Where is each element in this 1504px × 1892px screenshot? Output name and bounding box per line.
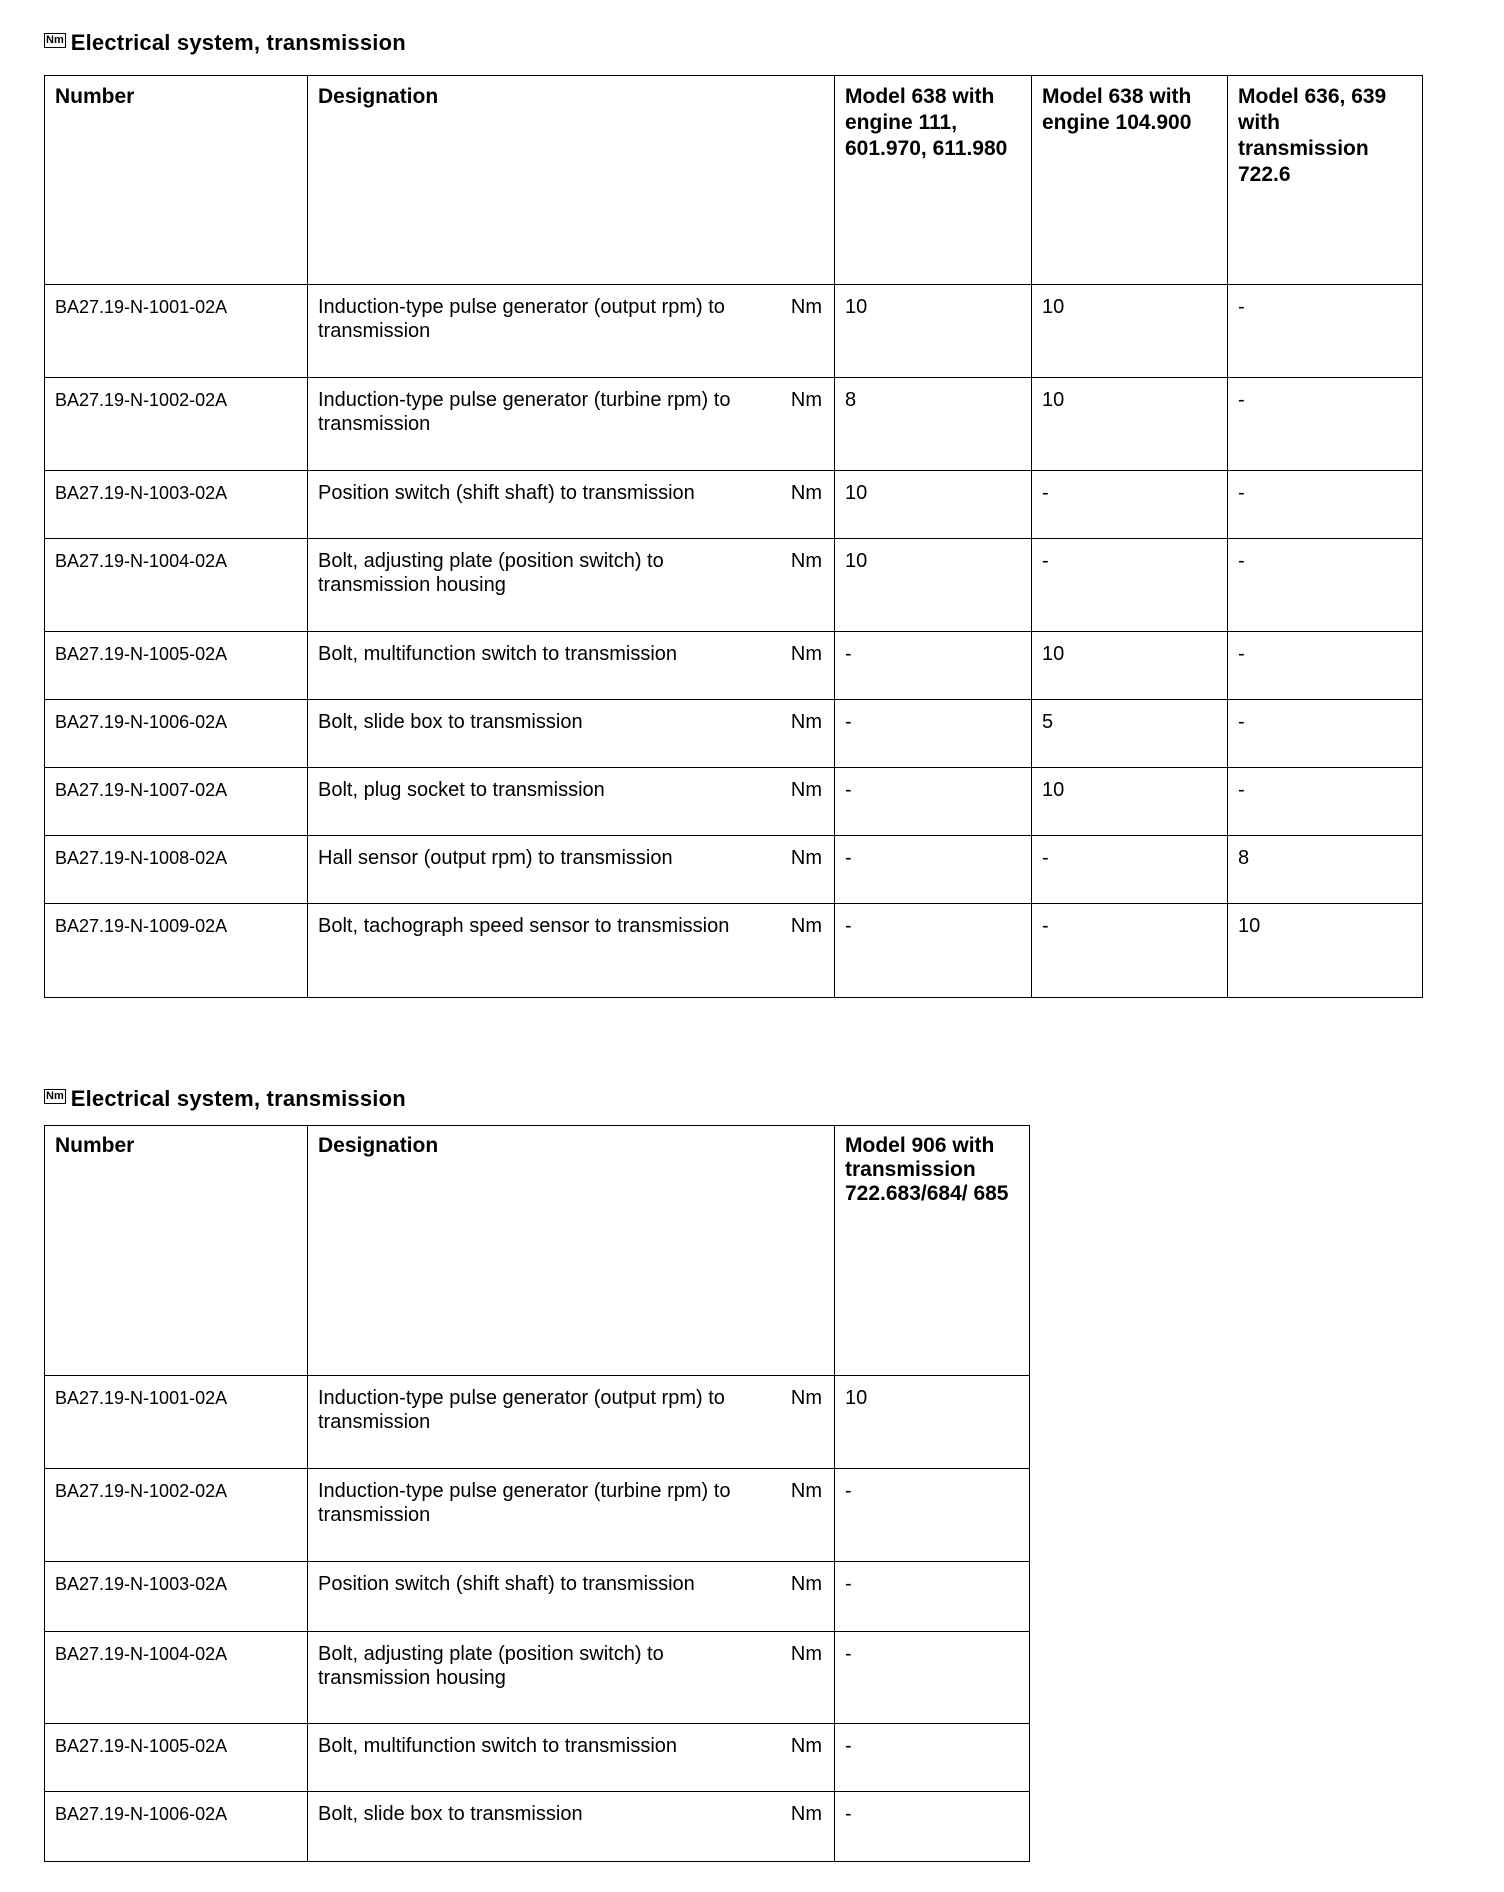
designation-text: Hall sensor (output rpm) to transmission	[318, 847, 673, 869]
cell-torque-value: 8	[1228, 836, 1423, 904]
cell-torque-value: -	[835, 1469, 1030, 1562]
cell-torque-value: 10	[835, 539, 1032, 632]
section-title-text: Electrical system, transmission	[70, 1086, 406, 1111]
torque-table-2	[44, 1125, 1030, 1862]
header-number: Number	[45, 76, 308, 285]
designation-text: Bolt, adjusting plate (position switch) to transmission housing	[318, 1643, 664, 1689]
cell-designation	[308, 1376, 835, 1469]
unit-label: Nm	[790, 847, 822, 869]
table-row	[45, 285, 1423, 378]
cell-torque-value: 10	[835, 1376, 1030, 1469]
cell-torque-value: -	[1228, 632, 1423, 700]
designation-text: Induction-type pulse generator (output rpm) to transmission	[318, 296, 725, 342]
unit-label: Nm	[790, 711, 822, 733]
header-model-638-engine-111: Model 638 with engine 111, 601.970, 611.980	[835, 76, 1032, 285]
cell-number: BA27.19-N-1002-02A	[45, 1469, 308, 1562]
cell-torque-value: -	[1032, 471, 1228, 539]
cell-torque-value: -	[1228, 378, 1423, 471]
nm-torque-icon: Nm	[46, 1089, 64, 1102]
section-title-1	[44, 28, 406, 58]
cell-designation	[308, 904, 835, 998]
designation-text: Bolt, multifunction switch to transmission	[318, 1735, 678, 1757]
designation-text: Position switch (shift shaft) to transmission	[318, 1573, 695, 1595]
cell-number: BA27.19-N-1005-02A	[45, 632, 308, 700]
cell-designation	[308, 1562, 835, 1632]
cell-number: BA27.19-N-1004-02A	[45, 539, 308, 632]
nm-torque-icon: Nm	[46, 33, 64, 46]
unit-label: Nm	[790, 779, 822, 801]
cell-torque-value: -	[835, 1562, 1030, 1632]
cell-torque-value: -	[835, 1724, 1030, 1792]
cell-torque-value: 10	[1228, 904, 1423, 998]
cell-torque-value: -	[1032, 539, 1228, 632]
cell-torque-value: -	[835, 836, 1032, 904]
unit-label: Nm	[790, 550, 822, 572]
designation-text: Induction-type pulse generator (turbine rpm) to transmission	[318, 389, 731, 435]
section-title-text: Electrical system, transmission	[70, 30, 406, 55]
table-row	[45, 1469, 1030, 1562]
cell-number: BA27.19-N-1002-02A	[45, 378, 308, 471]
cell-number: BA27.19-N-1004-02A	[45, 1632, 308, 1724]
designation-text: Bolt, tachograph speed sensor to transmission	[318, 915, 730, 937]
table-row	[45, 1724, 1030, 1792]
cell-designation	[308, 471, 835, 539]
header-model-906: Model 906 with transmission 722.683/684/ 685	[835, 1126, 1030, 1376]
cell-number: BA27.19-N-1007-02A	[45, 768, 308, 836]
cell-torque-value: -	[835, 904, 1032, 998]
table-row	[45, 768, 1423, 836]
table-row	[45, 1376, 1030, 1469]
unit-label: Nm	[790, 482, 822, 504]
unit-label: Nm	[790, 643, 822, 665]
cell-torque-value: -	[1228, 471, 1423, 539]
cell-number: BA27.19-N-1003-02A	[45, 471, 308, 539]
cell-designation	[308, 285, 835, 378]
table-row	[45, 700, 1423, 768]
unit-label: Nm	[790, 1480, 822, 1502]
cell-torque-value: 10	[1032, 632, 1228, 700]
unit-label: Nm	[790, 389, 822, 411]
torque-table-1	[44, 75, 1423, 998]
cell-designation	[308, 378, 835, 471]
cell-number: BA27.19-N-1003-02A	[45, 1562, 308, 1632]
unit-label: Nm	[790, 1735, 822, 1757]
designation-text: Induction-type pulse generator (turbine rpm) to transmission	[318, 1480, 731, 1526]
cell-torque-value: 10	[1032, 378, 1228, 471]
cell-torque-value: -	[1228, 768, 1423, 836]
cell-designation	[308, 836, 835, 904]
cell-designation	[308, 1632, 835, 1724]
unit-label: Nm	[790, 296, 822, 318]
designation-text: Bolt, adjusting plate (position switch) to transmission housing	[318, 550, 664, 596]
unit-label: Nm	[790, 915, 822, 937]
cell-torque-value: 10	[1032, 768, 1228, 836]
designation-text: Induction-type pulse generator (output rpm) to transmission	[318, 1387, 725, 1433]
cell-number: BA27.19-N-1001-02A	[45, 1376, 308, 1469]
cell-torque-value: 8	[835, 378, 1032, 471]
cell-torque-value: 10	[835, 285, 1032, 378]
designation-text: Bolt, slide box to transmission	[318, 711, 583, 733]
section-title-2	[44, 1084, 406, 1114]
cell-torque-value: -	[835, 632, 1032, 700]
designation-text: Position switch (shift shaft) to transmission	[318, 482, 695, 504]
table-row	[45, 471, 1423, 539]
cell-torque-value: 10	[1032, 285, 1228, 378]
cell-torque-value: 5	[1032, 700, 1228, 768]
table-row	[45, 632, 1423, 700]
header-designation: Designation	[308, 76, 835, 285]
cell-designation	[308, 1792, 835, 1862]
cell-number: BA27.19-N-1006-02A	[45, 700, 308, 768]
designation-text: Bolt, plug socket to transmission	[318, 779, 605, 801]
header-model-636-639: Model 636, 639 with transmission 722.6	[1228, 76, 1423, 285]
cell-torque-value: -	[1228, 285, 1423, 378]
table-row	[45, 539, 1423, 632]
unit-label: Nm	[790, 1573, 822, 1595]
cell-number: BA27.19-N-1009-02A	[45, 904, 308, 998]
unit-label: Nm	[790, 1803, 822, 1825]
table-row	[45, 1562, 1030, 1632]
cell-torque-value: -	[835, 1632, 1030, 1724]
table-row	[45, 836, 1423, 904]
cell-designation	[308, 1469, 835, 1562]
table-row	[45, 378, 1423, 471]
cell-torque-value: -	[1032, 904, 1228, 998]
header-model-638-engine-104: Model 638 with engine 104.900	[1032, 76, 1228, 285]
table-row	[45, 1632, 1030, 1724]
cell-designation	[308, 1724, 835, 1792]
cell-torque-value: -	[835, 700, 1032, 768]
designation-text: Bolt, multifunction switch to transmission	[318, 643, 678, 665]
header-designation: Designation	[308, 1126, 835, 1376]
cell-number: BA27.19-N-1006-02A	[45, 1792, 308, 1862]
cell-number: BA27.19-N-1008-02A	[45, 836, 308, 904]
cell-designation	[308, 700, 835, 768]
table-row	[45, 1792, 1030, 1862]
cell-torque-value: 10	[835, 471, 1032, 539]
unit-label: Nm	[790, 1387, 822, 1409]
cell-torque-value: -	[835, 768, 1032, 836]
cell-number: BA27.19-N-1001-02A	[45, 285, 308, 378]
cell-designation	[308, 632, 835, 700]
designation-text: Bolt, slide box to transmission	[318, 1803, 583, 1825]
unit-label: Nm	[790, 1643, 822, 1665]
cell-designation	[308, 539, 835, 632]
cell-number: BA27.19-N-1005-02A	[45, 1724, 308, 1792]
cell-designation	[308, 768, 835, 836]
cell-torque-value: -	[1228, 539, 1423, 632]
cell-torque-value: -	[835, 1792, 1030, 1862]
header-number: Number	[45, 1126, 308, 1376]
table-row	[45, 904, 1423, 998]
cell-torque-value: -	[1032, 836, 1228, 904]
cell-torque-value: -	[1228, 700, 1423, 768]
